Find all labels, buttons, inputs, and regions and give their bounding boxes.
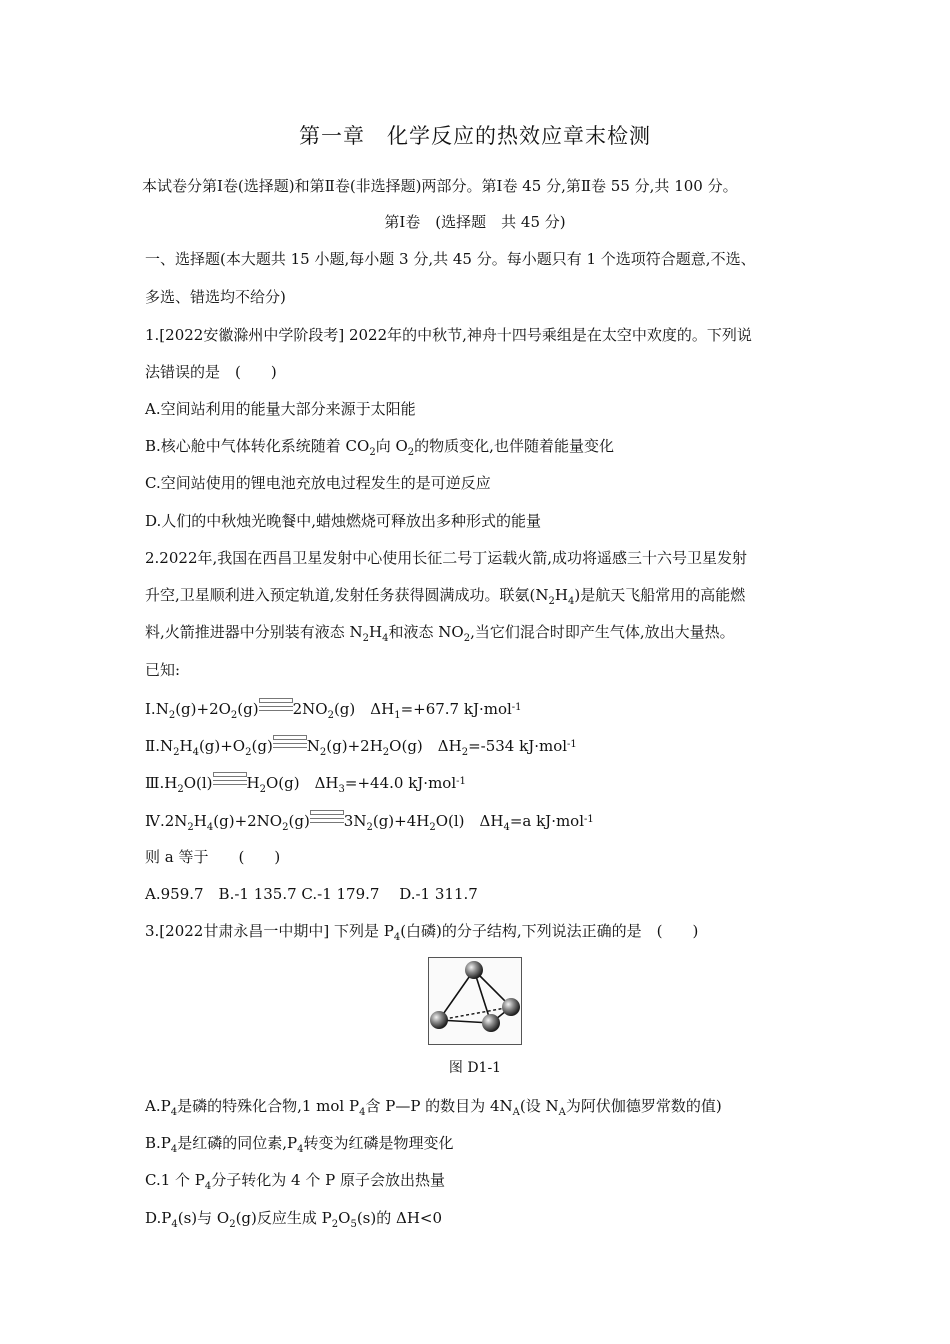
equilibrium-arrow-icon xyxy=(273,735,307,749)
q2-stem-line2: 升空,卫星顺利进入预定轨道,发射任务获得圆满成功。联氨$(N_2H_4)$是航天飞船常用的高能燃 xyxy=(145,586,746,607)
q2-equation-4: $Ⅳ.2N_2H_4(g)+2NO_2(g)$ $3N_2(g)+4H_2O(l)$ $\Delta H_4=a$ kJ·mol$^{-1}$ xyxy=(145,812,594,833)
q2-equation-2: $Ⅱ.N_2H_4(g)+O_2(g)$ $N_2(g)+2H_2O(g)$ $\Delta H_2=-534$ kJ·mol$^{-1}$ xyxy=(145,737,577,758)
p4-tetrahedron-icon xyxy=(429,958,521,1044)
part1-instructions-line1: 一、选择题(本大题共 15 小题,每小题 3 分,共 45 分。每小题只有 1 个选项符合题意,不选、 xyxy=(145,250,756,268)
q2-known-label: 已知: xyxy=(145,661,181,679)
q2-ask: 则 a 等于 ( ) xyxy=(145,848,281,866)
equilibrium-arrow-icon xyxy=(310,810,344,824)
page-title: 第一章 化学反应的热效应章末检测 xyxy=(299,124,651,148)
q3-option-c: C.1 个 $P_4$分子转化为 4 个 P 原子会放出热量 xyxy=(145,1171,445,1192)
q2-stem-line3: 料,火箭推进器中分别装有液态 $N_2H_4$和液态 $NO_2$,当它们混合时即产生气体,放出大量热。 xyxy=(145,623,735,644)
q1-option-c: C.空间站使用的锂电池充放电过程发生的是可逆反应 xyxy=(145,474,491,492)
q1-stem-line1: 1.[2022安徽滁州中学阶段考] 2022年的中秋节,神舟十四号乘组是在太空中欢度的。下列说 xyxy=(145,326,752,344)
figure-caption: 图 D1-1 xyxy=(448,1060,502,1076)
q3-option-a: $A.P_4$是磷的特殊化合物,1 mol $P_4$含 P—P 的数目为 $4N_A$(设 $N_A$为阿伏伽德罗常数的值) xyxy=(145,1097,722,1118)
equilibrium-arrow-icon xyxy=(259,698,293,712)
exam-intro: 本试卷分第Ⅰ卷(选择题)和第Ⅱ卷(非选择题)两部分。第Ⅰ卷 45 分,第Ⅱ卷 55 分,共 100 分。 xyxy=(142,177,738,195)
q1-option-d: D.人们的中秋烛光晚餐中,蜡烛燃烧可释放出多种形式的能量 xyxy=(145,512,542,530)
q2-equation-1: $Ⅰ.N_2(g)+2O_2(g)$ $2NO_2(g)$ $\Delta H_1=+67.7$ kJ·mol$^{-1}$ xyxy=(145,700,522,721)
part1-instructions-line2: 多选、错选均不给分) xyxy=(145,288,286,306)
q2-equation-3: $Ⅲ.H_2O(l)$ $H_2O(g)$ $\Delta H_3=+44.0$ kJ·mol$^{-1}$ xyxy=(145,774,466,795)
equilibrium-arrow-icon xyxy=(213,772,247,786)
q3-option-b: $B.P_4$是红磷的同位素$,P_4$转变为红磷是物理变化 xyxy=(145,1134,454,1155)
p4-molecule-figure xyxy=(428,957,522,1045)
q2-options: A.959.7 B.-1 135.7 C.-1 179.7 D.-1 311.7 xyxy=(145,885,478,903)
q1-stem-line2: 法错误的是 ( ) xyxy=(145,363,277,381)
q3-stem: 3.[2022甘肃永昌一中期中] 下列是 $P_4$(白磷)的分子结构,下列说法正确的是 ( ) xyxy=(145,922,699,943)
q1-option-b: B.核心舱中气体转化系统随着 $CO_2$向 $O_2$的物质变化,也伴随着能量变化 xyxy=(145,437,614,458)
q2-stem-line1: 2.2022年,我国在西昌卫星发射中心使用长征二号丁运载火箭,成功将遥感三十六号卫星发射 xyxy=(145,549,748,567)
q1-option-a: A.空间站利用的能量大部分来源于太阳能 xyxy=(145,400,416,418)
section-title: 第Ⅰ卷 (选择题 共 45 分) xyxy=(384,213,566,231)
q3-option-d: $D.P_4(s)$与 $O_2(g)$反应生成 $P_2O_5(s)$的 ΔH<0 xyxy=(145,1209,443,1230)
